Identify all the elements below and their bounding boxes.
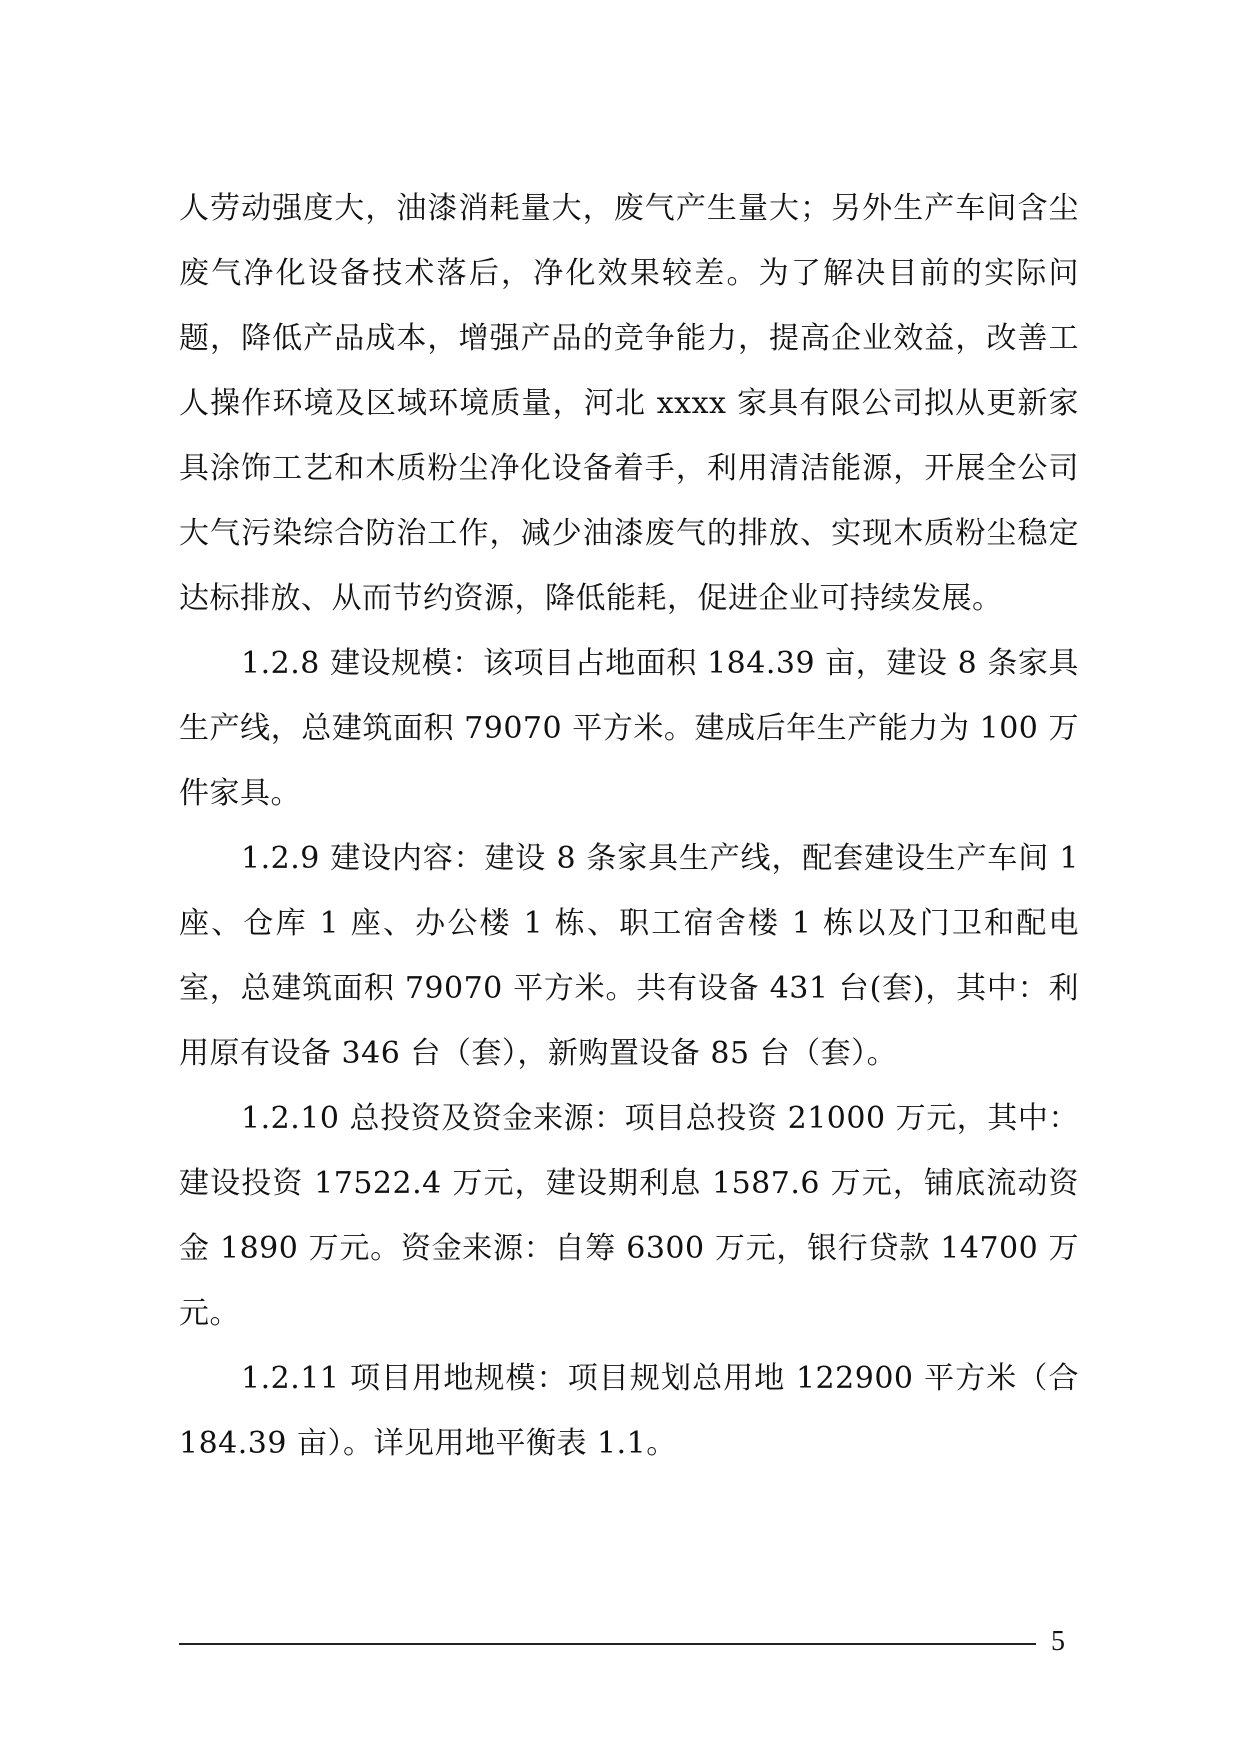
paragraph-land-use-scale: 1.2.11 项目用地规模：项目规划总用地 122900 平方米（合 184.39 亩）。详见用地平衡表 1.1。 <box>179 1361 1079 1461</box>
footer-rule <box>179 1643 1036 1645</box>
paragraph-investment-funding: 1.2.10 总投资及资金来源：项目总投资 21000 万元，其中：建设投资 17522.4 万元，建设期利息 1587.6 万元，铺底流动资金 1890 万元。资金来源：自筹 6300 万元，银行贷款 14700 万元。 <box>179 1101 1079 1331</box>
paragraph-construction-scale: 1.2.8 建设规模：该项目占地面积 184.39 亩，建设 8 条家具生产线，总建筑面积 79070 平方米。建成后年生产能力为 100 万件家具。 <box>179 646 1079 811</box>
body-text <box>179 176 1079 1476</box>
page-footer <box>179 1622 1099 1662</box>
paragraph-construction-content: 1.2.9 建设内容：建设 8 条家具生产线，配套建设生产车间 1 座、仓库 1 座、办公楼 1 栋、职工宿舍楼 1 栋以及门卫和配电室，总建筑面积 79070 平方米。共有设备 431 台(套)，其中：利用原有设备 346 台（套），新购置设备 85 台（套）。 <box>179 841 1079 1071</box>
page-number: 5 <box>1051 1626 1065 1657</box>
paragraph-project-background: 人劳动强度大，油漆消耗量大，废气产生量大；另外生产车间含尘废气净化设备技术落后，净化效果较差。为了解决目前的实际问题，降低产品成本，增强产品的竞争能力，提高企业效益，改善工人操作环境及区域环境质量，河北 xxxx 家具有限公司拟从更新家具涂饰工艺和木质粉尘净化设备着手，利用清洁能源，开展全公司大气污染综合防治工作，减少油漆废气的排放、实现木质粉尘稳定达标排放、从而节约资源，降低能耗，促进企业可持续发展。 <box>179 191 1079 616</box>
